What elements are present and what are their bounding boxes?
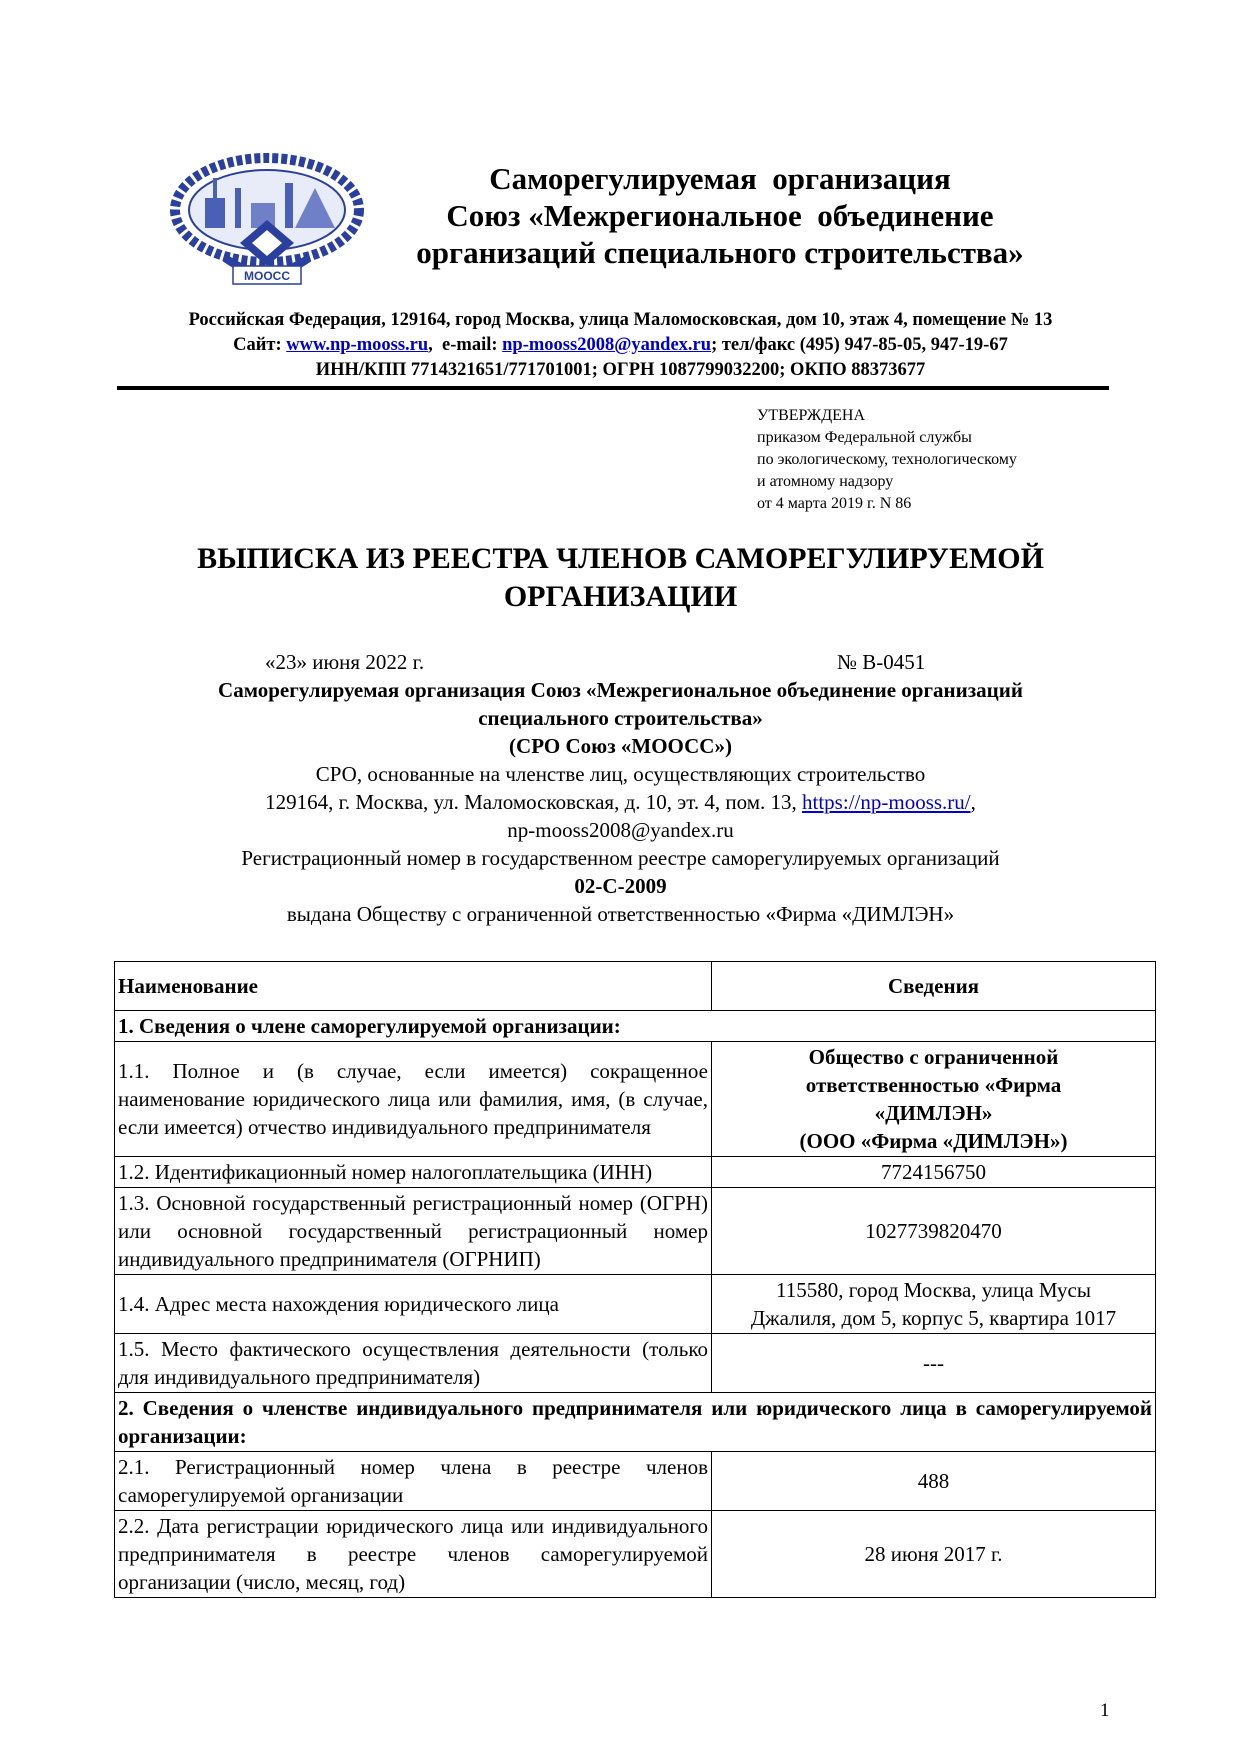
table-row	[115, 1452, 1156, 1511]
issuer-short-name: (СРО Союз «МООСС»)	[509, 734, 732, 758]
value-line: Джалиля, дом 5, корпус 5, квартира 1017	[750, 1306, 1117, 1330]
document-title-line-2: ОРГАНИЗАЦИИ	[503, 580, 738, 613]
column-header-name: Наименование	[115, 962, 712, 1011]
document-date: «23» июня 2022 г.	[265, 650, 425, 674]
value-line: (ООО «Фирма «ДИМЛЭН»)	[799, 1129, 1068, 1153]
value-line: 115580, город Москва, улица Мусы	[776, 1278, 1091, 1302]
row-2-2-name: 2.2. Дата регистрации юридического лица или индивидуального предпринимателя в реестре членов саморегулируемой организации (число, месяц, год)	[115, 1511, 712, 1598]
register-table	[114, 961, 1156, 1598]
row-2-2-value: 28 июня 2017 г.	[712, 1511, 1156, 1598]
table-row	[115, 1188, 1156, 1275]
row-1-3-name: 1.3. Основной государственный регистрационный номер (ОГРН) или основной государственный регистрационный номер индивидуального предпринимателя (ОГРНИП)	[115, 1188, 712, 1275]
row-2-1-value: 488	[712, 1452, 1156, 1511]
value-line: ответственностью «Фирма	[805, 1073, 1062, 1097]
row-1-5-name: 1.5. Место фактического осуществления деятельности (только для индивидуального предпринимателя)	[115, 1334, 712, 1393]
svg-text:МООСС: МООСС	[244, 269, 290, 283]
page-number: 1	[1100, 1700, 1110, 1721]
issuer-name-line-1: Саморегулируемая организация Союз «Межрегиональное объединение организаций	[218, 678, 1023, 702]
site-link[interactable]: www.np-mooss.ru	[286, 335, 429, 355]
organization-logo	[165, 148, 370, 293]
table-section-row	[115, 1011, 1156, 1042]
row-1-5-value: ---	[712, 1334, 1156, 1393]
row-1-4-value	[712, 1275, 1156, 1334]
table-row	[115, 1157, 1156, 1188]
row-2-1-name: 2.1. Регистрационный номер члена в реестре членов саморегулируемой организации	[115, 1452, 712, 1511]
issued-to: выдана Обществу с ограниченной ответственностью «Фирма «ДИМЛЭН»	[286, 902, 955, 926]
organization-title	[380, 160, 1060, 271]
table-row	[115, 1042, 1156, 1157]
document-title-line-1: ВЫПИСКА ИЗ РЕЕСТРА ЧЛЕНОВ САМОРЕГУЛИРУЕМОЙ	[197, 542, 1044, 575]
registration-number: 02-С-2009	[574, 874, 667, 898]
issuer-type: СРО, основанные на членстве лиц, осуществляющих строительство	[315, 762, 926, 786]
column-header-value: Сведения	[712, 962, 1156, 1011]
row-1-3-value: 1027739820470	[712, 1188, 1156, 1275]
registration-label: Регистрационный номер в государственном реестре саморегулируемых организаций	[241, 846, 1000, 870]
table-header-row	[115, 962, 1156, 1011]
section-1-title: 1. Сведения о члене саморегулируемой организации:	[115, 1011, 1156, 1042]
table-row	[115, 1334, 1156, 1393]
row-1-4-name: 1.4. Адрес места нахождения юридического лица	[115, 1275, 712, 1334]
row-1-1-value	[712, 1042, 1156, 1157]
table-row	[115, 1275, 1156, 1334]
section-2-title: 2. Сведения о членстве индивидуального предпринимателя или юридического лица в саморегулируемой организации:	[115, 1393, 1156, 1452]
approval-line: по экологическому, технологическому	[757, 451, 1017, 468]
issuer-site-link[interactable]: https://np-mooss.ru/	[802, 790, 971, 814]
row-1-2-name: 1.2. Идентификационный номер налогоплательщика (ИНН)	[115, 1157, 712, 1188]
document-number: № В-0451	[837, 650, 926, 674]
org-address: Российская Федерация, 129164, город Москва, улица Маломосковская, дом 10, этаж 4, помещение № 13	[188, 310, 1053, 330]
email-label: , e-mail:	[428, 335, 503, 355]
table-row	[115, 1511, 1156, 1598]
approval-line: и атомному надзору	[757, 473, 894, 490]
org-title-line-3: организаций специального строительства»	[416, 235, 1024, 270]
issuer-site-suffix: ,	[970, 790, 976, 814]
site-label: Сайт:	[233, 335, 287, 355]
row-1-1-name: 1.1. Полное и (в случае, если имеется) сокращенное наименование юридического лица или фамилия, имя, (в случае, если имеется) отчество индивидуального предпринимателя	[115, 1042, 712, 1157]
row-1-2-value: 7724156750	[712, 1157, 1156, 1188]
header-divider	[117, 386, 1109, 390]
value-line: Общество с ограниченной	[808, 1045, 1059, 1069]
org-site-email-line	[100, 333, 1141, 358]
document-title	[100, 540, 1141, 616]
table-section-row	[115, 1393, 1156, 1452]
issuer-block	[100, 676, 1141, 928]
approval-line: приказом Федеральной службы	[757, 429, 972, 446]
value-line: «ДИМЛЭН»	[874, 1101, 993, 1125]
approval-line: УТВЕРЖДЕНА	[757, 407, 866, 424]
phone-text: ; тел/факс (495) 947-85-05, 947-19-67	[711, 335, 1008, 355]
org-title-line-2: Союз «Межрегиональное объединение	[446, 198, 994, 233]
approval-block	[757, 405, 1117, 515]
org-ids: ИНН/КПП 7714321651/771701001; ОГРН 1087799032200; ОКПО 88373677	[315, 360, 926, 380]
approval-line: от 4 марта 2019 г. N 86	[757, 495, 912, 512]
email-link[interactable]: np-mooss2008@yandex.ru	[502, 335, 712, 355]
org-title-line-1: Саморегулируемая организация	[489, 161, 951, 196]
issuer-address-line	[100, 788, 1141, 816]
organization-contacts	[100, 308, 1141, 383]
issuer-email: np-mooss2008@yandex.ru	[507, 818, 734, 842]
issuer-address: 129164, г. Москва, ул. Маломосковская, д. 10, эт. 4, пом. 13,	[265, 790, 803, 814]
issuer-name-line-2: специального строительства»	[478, 706, 763, 730]
